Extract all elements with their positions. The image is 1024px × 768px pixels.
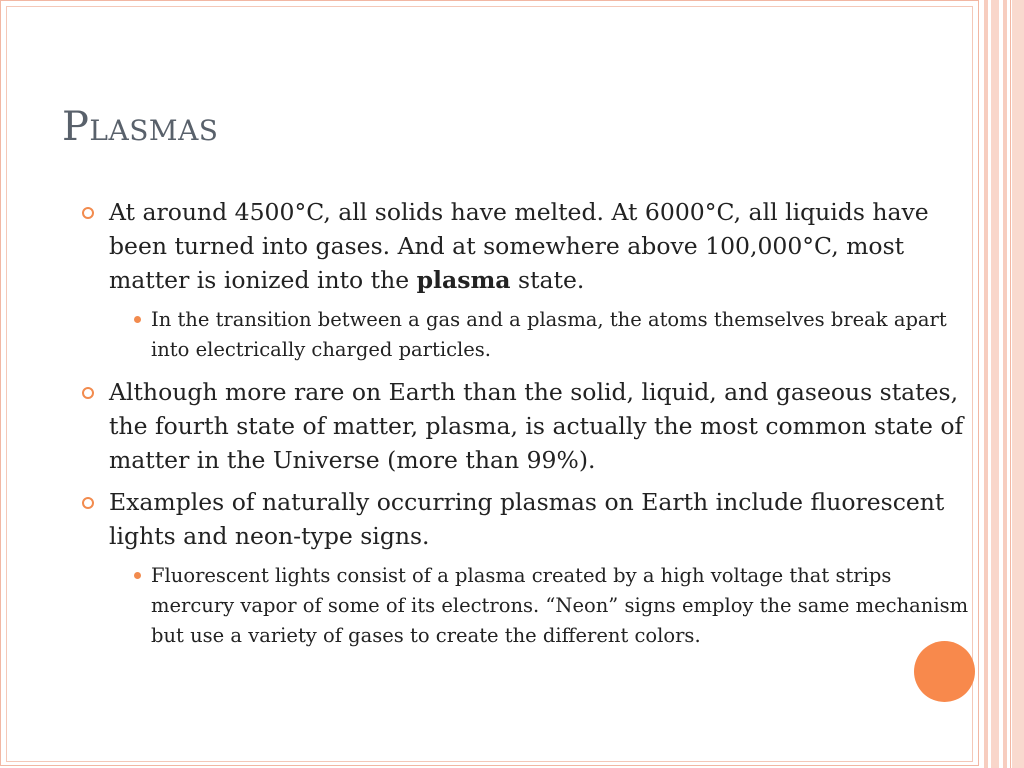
ring-bullet-icon: [82, 497, 94, 509]
bullet-item: [82, 375, 972, 477]
bullet-text-end: state.: [510, 266, 585, 294]
bullet-text: At around 4500°C, all solids have melted. At 6000°C, all liquids have been turned into gases. And at somewhere above 100,000°C, most matter is ionized into the: [109, 198, 929, 294]
bullet-item: [82, 485, 972, 553]
decorative-stripe: [1010, 0, 1011, 768]
decorative-stripe: [1012, 0, 1024, 768]
bullet-item: [82, 195, 972, 297]
dot-bullet-icon: [134, 316, 141, 323]
ring-bullet-icon: [82, 207, 94, 219]
dot-bullet-icon: [134, 572, 141, 579]
sub-bullet-text: Fluorescent lights consist of a plasma created by a high voltage that strips mercury vapor of some of its electrons. “Neon” signs employ the same mechanism but use a variety of gases to create the different colors.: [151, 564, 969, 647]
bold-term: plasma: [416, 266, 511, 294]
sub-bullet-item: [134, 561, 972, 651]
slide-content: [82, 195, 972, 661]
decorative-stripe: [984, 0, 988, 768]
ring-bullet-icon: [82, 387, 94, 399]
decorative-circle: [914, 641, 975, 702]
slide-title: Plasmas: [62, 104, 219, 150]
decorative-stripe: [1003, 0, 1007, 768]
bullet-text: Examples of naturally occurring plasmas on Earth include fluorescent lights and neon-type signs.: [109, 488, 945, 550]
sub-bullet-item: [134, 305, 972, 365]
decorative-stripe: [991, 0, 999, 768]
sub-bullet-text: In the transition between a gas and a plasma, the atoms themselves break apart into electrically charged particles.: [151, 308, 947, 361]
bullet-text: Although more rare on Earth than the solid, liquid, and gaseous states, the fourth state of matter, plasma, is actually the most common state of matter in the Universe (more than 99%).: [109, 378, 964, 474]
